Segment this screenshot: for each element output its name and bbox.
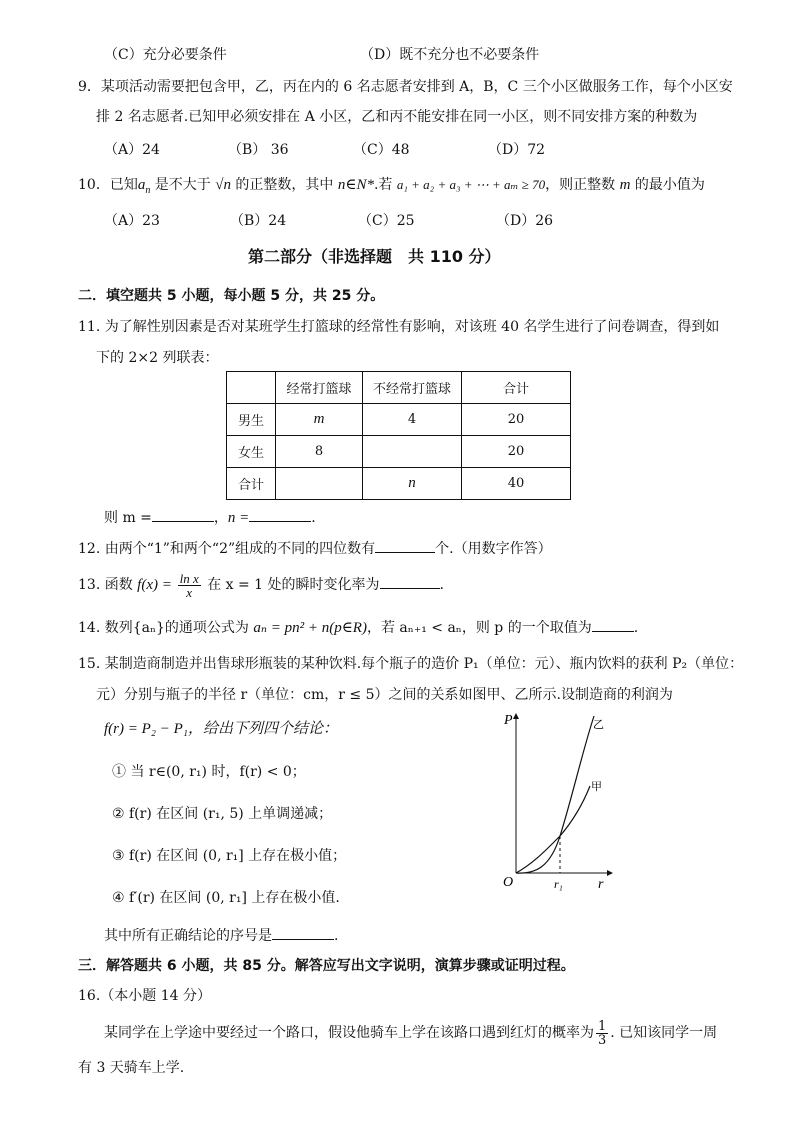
table-cell: 不经常打篮球: [363, 372, 462, 404]
q9-option-b: （B） 36: [228, 142, 289, 158]
q10-stem: 10．已知$a_n$ 是不大于 √n 的正整数，其中 n∈N*.若 a₁ + a₂ + a₃ + ⋯ + aₘ ≥ 70，则正整数 m 的最小值为: [78, 177, 705, 196]
q9-option-a: （A）24: [104, 142, 160, 158]
table-row: [227, 404, 571, 436]
r1-tick-label: r₁: [554, 877, 563, 891]
table-cell: 20: [462, 436, 571, 468]
table-cell: 男生: [227, 404, 276, 436]
q16-line2: 有 3 天骑车上学.: [78, 1060, 185, 1076]
q9-option-d: （D）72: [488, 142, 546, 158]
q12-stem: 12. 由两个“1”和两个“2”组成的不同的四位数有 个.（用数字作答）: [78, 538, 552, 558]
q15-line2: 元）分别与瓶子的半径 r（单位：cm，r ≤ 5）之间的关系如图甲、乙所示.设制造商的利润为: [96, 687, 673, 703]
part2-title: 第二部分（非选择题 共 110 分）: [248, 247, 501, 266]
q9-line2: 排 2 名志愿者.已知甲必须安排在 A 小区，乙和丙不能安排在同一小区，则不同安排方案的种数为: [96, 109, 698, 125]
table-row: [227, 436, 571, 468]
table-header-row: [227, 372, 571, 404]
sqrt-n: √n: [215, 177, 231, 193]
q15-item-4: ④ f′(r) 在区间 (0, r₁] 上存在极小值.: [112, 890, 340, 906]
table-cell: [363, 436, 462, 468]
y-axis-label: P: [504, 713, 513, 728]
table-cell: [227, 372, 276, 404]
q11-line1: 11. 为了解性别因素是否对某班学生打篮球的经常性有影响，对该班 40 名学生进行了问卷调查，得到如: [78, 319, 720, 335]
curve-yi: [516, 716, 594, 873]
answer-blank-q12[interactable]: [375, 538, 435, 553]
q13-stem: 13. 函数 f(x) = $\frac{\text{ln x}}{x}$ 在 x = 1 处的瞬时变化率为 .: [78, 570, 444, 600]
q9-line1: 9．某项活动需要把包含甲，乙，丙在内的 6 名志愿者安排到 A，B，C 三个小区做服务工作，每个小区安: [78, 79, 733, 95]
profit-cost-graph: [490, 708, 620, 893]
answer-blank-q15[interactable]: [272, 925, 334, 940]
section2-title: 二．填空题共 5 小题，每小题 5 分，共 25 分。: [78, 288, 385, 304]
q10-option-b: （B）24: [230, 213, 287, 229]
q11-answer-line: 则 m = ，n = .: [104, 507, 316, 527]
table-cell: 20: [462, 404, 571, 436]
q15-item-2: ② f(r) 在区间 (r₁, 5) 上单调递减；: [112, 806, 333, 822]
q15-item-3: ③ f(r) 在区间 (0, r₁] 上存在极小值；: [112, 848, 347, 864]
table-cell: 8: [276, 436, 363, 468]
table-cell: n: [363, 468, 462, 500]
origin-label: O: [503, 875, 514, 890]
x-axis-label: r: [598, 877, 604, 892]
table-cell: [276, 468, 363, 500]
q10-option-c: （C）25: [358, 213, 415, 229]
q15-final: 其中所有正确结论的序号是 .: [104, 925, 338, 945]
section3-title: 三．解答题共 6 小题，共 85 分。解答应写出文字说明，演算步骤或证明过程。: [78, 958, 575, 974]
q9-option-c: （C）48: [353, 142, 410, 158]
table-cell: 经常打篮球: [276, 372, 363, 404]
table-cell: m: [276, 404, 363, 436]
table-row: [227, 468, 571, 500]
q8-option-d: （D）既不充分也不必要条件: [360, 47, 540, 63]
table-cell: 40: [462, 468, 571, 500]
q15-line3: f(r) = P₂ − P₁，给出下列四个结论：: [104, 721, 338, 737]
q15-item-1: ① 当 r∈(0, r₁) 时，f(r) < 0；: [112, 764, 306, 780]
q10-option-d: （D）26: [496, 213, 554, 229]
answer-blank-n[interactable]: [249, 507, 311, 522]
answer-blank-q14[interactable]: [592, 617, 634, 632]
table-cell: 4: [363, 404, 462, 436]
table-cell: 女生: [227, 436, 276, 468]
curve-jia: [516, 786, 590, 873]
q15-line1: 15. 某制造商制造并出售球形瓶装的某种饮料.每个瓶子的造价 P₁（单位：元）、瓶内饮料的获利 P₂（单位：: [78, 656, 744, 672]
table-cell: 合计: [227, 468, 276, 500]
answer-blank-q13[interactable]: [380, 574, 440, 589]
curve-jia-label: 甲: [591, 780, 602, 793]
contingency-table: [226, 371, 571, 500]
q14-stem: 14. 数列{aₙ}的通项公式为 aₙ = pn² + n(p∈R)，若 aₙ₊₁ < aₙ，则 p 的一个取值为 .: [78, 617, 638, 637]
answer-blank-m[interactable]: [152, 507, 214, 522]
curve-yi-label: 乙: [593, 718, 604, 731]
q16-line1: 某同学在上学途中要经过一个路口，假设他骑车上学在该路口遇到红灯的概率为 $\frac{1}{3}$ . 已知该同学一周: [104, 1018, 718, 1048]
q16-header: 16.（本小题 14 分）: [78, 988, 211, 1004]
q8-option-c: （C）充分必要条件: [104, 47, 227, 63]
q11-line2: 下的 2×2 列联表：: [96, 350, 219, 366]
q10-option-a: （A）23: [104, 213, 160, 229]
table-cell: 合计: [462, 372, 571, 404]
